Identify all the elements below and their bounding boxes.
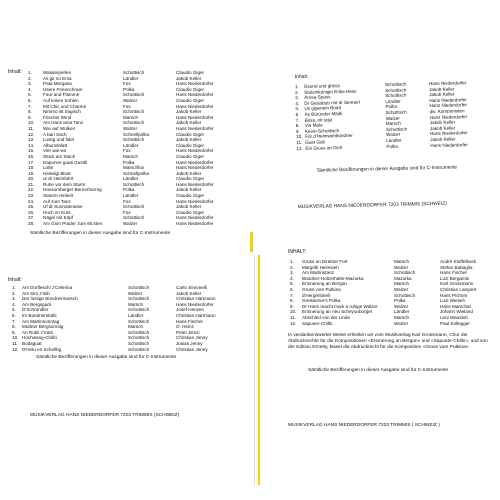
sheet-4-composers-item: Luzi Bergamin [440,275,470,281]
sheet-1-titles-item: Dapunne guati Gusttli [43,159,88,165]
sheet-3-genres-item: Schottisch [128,285,150,290]
sheet-2-heading: Inhalt: [294,73,309,81]
sheet-4-heading: INHALT: [288,249,307,255]
sheet-3-credit: Sämtliche Bezifferungen in dieser Ausgabe sind für C-Instrumente [36,355,177,360]
sheet-4-composers [440,259,500,326]
sheet-2-genres-item: Schottisch [385,109,407,116]
sheet-1-genres-item: Schottisch [123,137,145,143]
sheet-1-composers-item: Hans Niederdorfer [176,165,214,171]
sheet-1-composers-item: Hans Niederdorfer [176,92,214,98]
sheet-1-genres-item: Marsch [123,153,139,159]
sheet-4-numbers-item: 11. [290,314,297,320]
sheet-4-composers-item: Hans Marschal [440,303,471,309]
sheet-3-numbers-item: 4. [12,301,16,307]
sheet-2-genres-item: Polka [386,143,398,149]
sheet-3-titles-item: D'Hirtu en Schellbg [22,346,62,352]
sheet-1-composers-item: Hans Niederdorfer [176,81,214,87]
sheet-4-numbers-item: 10. [290,309,297,315]
sheet-3-numbers-item: 2. [12,290,16,296]
sheet-1-composers-item: Hans Niederdorfer [176,181,214,187]
sheet-4-titles-item: Abschied von der Linde [302,314,351,320]
sheet-3-numbers-item: 6. [12,312,16,318]
sheet-2-numbers-item: 4. [295,100,300,106]
sheet-1-genres-item: Fox [123,81,131,87]
sheet-2-numbers-item: 2. [295,89,300,95]
sheet-1-numbers [28,70,40,227]
sheet-3-composers-item: Christian Hartmann [176,312,216,318]
sheet-3-composers-item: Christian Hartmann [176,296,216,302]
sheet-1-numbers-item: 19. [28,170,35,176]
sheet-1-numbers-item: 16. [28,153,35,159]
sheet-3-genres-item: Marsch [128,301,144,307]
sheet-1-numbers-item: 14. [28,142,35,148]
sheet-3-genres-item: Marsch [128,324,144,330]
sheet-4-genres-item: Marsch [394,281,410,287]
sheet-1-titles-item: Am Gion Prader zum 90.sten [43,221,103,227]
sheet-1-genres-item: Polka [123,187,135,193]
sheet-2-genres-item: Ländler [385,98,401,104]
sheet-4-titles-item: Sapuner-Chilbi [302,320,333,326]
sheet-3-titles-item: An Rubli z'rüüti [22,329,53,335]
sheet-1-numbers-item: 20. [28,176,35,182]
sheet-2-numbers-item: 10. [296,134,303,140]
sheet-4-numbers-item: 8. [290,298,294,304]
sheet-1-genres-item: Fox [123,198,131,204]
sheet-1-numbers-item: 10. [28,120,35,126]
sheet-1-numbers-item: 21. [28,181,35,187]
sheet-3-genres-item: Schottisch [128,307,150,313]
sheet-1-titles-item: Heissigi Blust [43,170,71,176]
sheet-1-numbers-item: 9. [28,114,32,120]
sheet-3-heading: Inhalt: [8,277,22,283]
sheet-3-numbers [12,285,22,352]
sheet-1-titles-item: Am Hans ama Tanz [43,120,83,126]
sheet-1-composers-item: Hans Niederdorfer [176,198,214,204]
sheet-4-numbers-item: 1. [290,259,294,264]
sheet-1-composers-item: Hans Niederdorfer [176,148,214,154]
sheet-1-composers-item: Hans Niederdorfer [176,125,214,131]
sheet-2-composers-item: Hans Niederdorfer [429,97,467,103]
sheet-4-titles-item: d'Hergerloterli [302,292,331,298]
sheet-3-titles-item: Bodaguat [22,340,42,346]
sheet-4-titles-item: Gruss an Direktor Fort [302,259,348,264]
sheet-2-credit: Sämtliche Bezifferungen in dieser Ausgabe sind für C-Instrumente [316,165,458,174]
sheet-1-numbers-item: 2. [28,75,32,81]
sheet-1-numbers-item: 26. [28,209,35,215]
sheet-2-titles-item: Guet Gäll [305,139,325,145]
sheet-2-genres [385,81,429,149]
sheet-1-genres [123,70,173,227]
sheet-3-numbers-item: 12. [12,346,19,352]
sheet-4-titles-item: Erinnerung an Bergün [302,281,347,287]
vertical-divider [254,255,255,485]
sheet-3-titles-item: Am Sim z'Isib [22,290,50,296]
sheet-1-titles-item: Mit Chic und Charme [43,103,87,109]
sheet-2-composers [429,80,496,149]
sheet-4-composers-item: Hans Pichom [440,292,468,298]
sheet-1-credit: Sämtliche Bezifferungen in dieser Ausgabe sind für C-Instrumente [30,231,171,236]
sheet-1-composers-item: Jakob Keller [176,109,202,115]
sheet-1-genres-item: Polka [123,159,135,165]
sheet-1-genres-item: Walzer [123,221,138,227]
sheet-1-composers [176,70,246,227]
sheet-4-genres-item: Walzer [394,303,409,309]
sheet-2-titles-item: Für d'Heimwehbündner [305,133,353,140]
sheet-2-numbers-item: 5. [295,106,300,112]
sheet-1-titles-item: As git no Ema [43,75,72,81]
sheet-3-titles-item: Der lustige Bündnermarsch [22,296,78,302]
sheet-1-numbers-item: 27. [28,215,35,221]
sheet-1-composers-item: Jakob Keller [176,137,202,143]
sheet-2-numbers-item: 8. [295,123,300,129]
yellow-tab [250,232,253,252]
sheet-1-titles-item: A bari Sach [43,131,67,137]
sheet-2-titles-item: As Büründer Mädli [304,111,343,117]
sheet-1-composers-item: Jakob Keller [176,204,202,210]
sheet-3-titles-item: Im Bündnerstübli [22,312,57,318]
sheet-4-genres-item: Walzer [394,264,409,270]
sheet-2-genres-item: Schottisch [385,126,408,132]
sheet-1-titles-item: Auf zum Tanz [43,198,71,204]
sheet-1-titles-item: Auf leisen Sohlen [43,97,79,103]
sheet-1-genres-item: Schottisch [123,215,145,221]
sheet-4-genres-item: Schottisch [394,292,416,298]
sheet-2-genres-item: Ländler [386,137,402,143]
sheet-2-composers-item: Jakob Keller [429,125,456,131]
sheet-1-genres-item: Schottisch [123,181,145,187]
sheet-3-genres-item: Schottisch [128,329,150,335]
sheet-2-publisher: MUSIKVERLAG HANS NIEDERDORFER 7203 TRIMMIS (SCHWEIZ) [297,201,447,211]
sheet-3-genres-item: Ländler [128,312,144,318]
sheet-4-titles-item: Dr Hürni macht mark a ruhige Walzer [302,303,378,309]
sheet-1-titles-item: Hoch im Kurs [43,209,71,215]
sheet-1-titles-item: Uf dr Sunnaterasse [43,204,83,210]
sheet-4-genres-item: Walzer [394,286,409,292]
sheet-4-composers-item: Paul Kollegger [440,320,470,326]
sheet-4-genres-item: Walzer [394,320,409,326]
sheet-2-genres-item: Schottisch [385,92,407,99]
sheet-2-titles-item: Gsund und ghüss [303,83,341,89]
sheet-4-numbers-item: 2. [290,264,294,270]
sheet-2-composers-item: Jakob Keller [429,86,455,92]
sheet-3-composers-item: Carlo Simonelli [176,285,207,290]
sheet-4-composers-item: Karl Grossmann [440,281,474,287]
sheet-2-composers-item: Hans Niederdorfer [428,80,467,87]
sheet-1-titles-item: Albumsblatt [43,142,68,148]
sheet-2-numbers-item: 9. [295,128,300,134]
sheet-2-titles-item: Via Mala [304,122,323,129]
sheet-1-numbers-item: 25. [28,204,35,210]
sheet-3-titles-item: Am Bergsgadi [22,301,51,307]
sheet-3-genres-item: Walzer [128,290,143,296]
sheet-4-numbers-item: 3. [290,270,294,276]
sheet-1-composers-item: Claudio Giger [176,142,205,148]
sheet-4-numbers-item: 9. [290,303,294,309]
sheet-1-numbers-item: 5. [28,92,32,98]
sheet-3-genres-item: Schottisch [128,346,150,352]
sheet-1 [0,0,250,255]
sheet-1-titles-item: Wasserperlen [43,70,72,75]
sheet-1-genres-item: Ländler [123,193,139,199]
sheet-3-numbers-item: 1. [12,285,16,290]
sheet-1-composers-item: Jakob Keller [176,170,202,176]
sheet-1-composers-item: Jakob Keller [176,120,202,126]
sheet-1-composers-item: Claudio Giger [176,70,205,75]
sheet-1-genres-item: Marsch [123,114,139,120]
sheet-1-composers-item: Jakob Keller [176,75,202,81]
sheet-3-numbers-item: 9. [12,329,16,335]
sheet-1-composers-item: Hans Niederdorfer [176,159,214,165]
sheet-1-composers-item: Claudio Giger [176,176,205,182]
sheet-2-titles-item: Stalomkönigin Erika Hess [304,88,357,95]
sheet-4-genres-item: Marsch [394,259,410,264]
sheet-3-composers-item: Jakob Keller [176,290,202,296]
sheet-3-genres [128,285,170,352]
sheet-1-genres-item: Schottisch [123,109,145,115]
sheet-4-composers-item: Johann Wieland [440,309,473,315]
sheet-1-composers-item: Claudio Giger [176,97,205,103]
sheet-1-titles-item: Ruhe vor dem Sturm [43,181,86,187]
sheet-2-titles-item: Kevin-Schottisch [304,127,340,134]
sheet-4-genres-item: Polka [394,298,406,304]
sheet-4-composers-item: Stefan Battaglia [440,264,473,270]
sheet-1-genres-item: Fox [123,209,131,215]
sheet-4-numbers [290,259,300,326]
sheet-4-titles-item: Am Martinstanz [302,270,334,276]
sheet-4-genres-item: Mazurka [394,275,412,281]
sheet-1-numbers-item: 28. [28,221,35,227]
sheet-2-composers-item: Jakob Keller [429,119,456,126]
sheet-2-genres-item: Marsch [385,120,401,127]
sheet-3-numbers-item: 10. [12,335,19,341]
sheet-2-genres-item: Walzer [386,132,401,138]
sheet-1-numbers-item: 17. [28,159,35,165]
sheet-1-titles-item: Wie auf Wolken [43,125,76,131]
sheet-1-genres-item: Schottisch [123,70,145,75]
sheet-4-genres-item: Ländler [394,309,410,315]
sheet-3-genres-item: Schottisch [128,340,150,346]
sheet-1-composers-item: Hans Niederdorfer [176,215,214,221]
sheet-1-titles-item: Nimmo ist tragisch [43,109,81,115]
sheet-4-titles-item: Margritli Heimweh [302,264,339,270]
sheet-1-titles-item: Four und Flamme [43,92,80,98]
sheet-1-genres-item: Marschfox [123,165,145,171]
sheet-1-genres-item: Fox [123,103,131,109]
sheet-2-composers-item: Hans Niederdorfer [429,113,468,120]
sheet-4-composers-item: Leni Waustoh [440,314,468,320]
sheet-3-composers-item: Josef Henzen [176,307,205,313]
sheet-4 [258,249,500,500]
sheet-2-composers-item: Jakob Keller [429,91,455,98]
sheet-1-titles-item: Nägel mit Köpf [43,215,74,221]
yellow-stripe [258,255,260,485]
sheet-4-titles [302,259,390,326]
sheet-1-genres-item: Schottisch [123,120,145,126]
sheet-2-titles-item: Dr Geissbub mit dr Sennerl [304,99,360,106]
sheet-4-composers-item: Christian Lampert [440,286,477,292]
sheet-1-numbers-item: 18. [28,165,35,171]
sheet-1-genres-item: Schottisch [123,92,145,98]
sheet-1-composers-item: Claudio Giger [176,86,205,92]
sheet-1-composers-item: Hans Niederdorfer [176,114,214,120]
sheet-1-titles-item: Lustig und fidel [43,137,74,143]
sheet-1-numbers-item: 22. [28,187,35,193]
sheet-4-titles-item: Gruss vom Putkina [302,286,341,292]
sheet-3-numbers-item: 11. [12,340,19,346]
sheet-4-composers-item: André Stoffelback [440,259,477,264]
sheet-3-titles-item: D'Schründler [22,307,49,313]
sheet-2-numbers-item: 11. [296,139,303,146]
sheet-1-composers-item: Claudio Giger [176,131,205,137]
sheet-3-genres-item: Schottisch [128,318,150,324]
sheet-1-genres-item: Walzer [123,125,138,131]
sheet-3-numbers-item: 7. [12,318,16,324]
sheet-1-titles-item: Vier wie wir [43,148,67,154]
sheet-1-titles-item: Hansomberger Bernerhorrng [43,187,102,193]
sheet-3-composers-item: Christian Jenny [176,335,208,341]
sheet-1-numbers-item: 4. [28,86,32,92]
sheet-1-numbers-item: 23. [28,193,35,199]
sheet-4-numbers-item: 6. [290,286,294,292]
sheet-4-numbers-item: 12. [290,320,297,326]
sheet-1-genres-item: Schnellpolka [123,131,150,137]
sheet-2-numbers-item: 6. [295,111,300,118]
sheet-2 [255,0,500,245]
sheet-1-genres-item: Fox [123,148,131,154]
sheet-3-composers-item: Hans Fischer [176,318,204,324]
sheet-2-titles-item: Böss, nit sojä [304,116,333,123]
sheet-2-titles-item: Arosa-Spass [304,94,331,101]
sheet-3-composers-item: Peter Zenzi [176,329,200,335]
sheet-1-titles-item: Pata Morgana [43,81,72,87]
sheet-3-composers-item: Hans Niederdorfer [176,301,214,307]
sheet-2-genres-item: Walzer [385,115,400,121]
sheet-2-composers-item: Hans Niederdorfer [430,130,468,137]
sheet-2-numbers-item: 7. [295,117,300,123]
sheet-4-titles-item: Erinnerung an neu Scheyunborget [302,309,372,315]
sheet-1-numbers-item: 7. [28,103,32,109]
sheet-2-genres-item: Schottisch [385,87,407,93]
sheet-3-titles-item: Am Dorfleschi z'Celerina [22,285,73,290]
sheet-1-composers-item: Claudio Giger [176,153,205,159]
sheet-3-composers-item: O. Heinz [176,324,194,330]
sheet-2-numbers-item: 3. [295,95,300,101]
sheet-1-composers-item: Claudio Giger [176,209,205,215]
sheet-3-titles [22,285,112,352]
sheet-1-titles-item: Frischer Wind [43,114,72,120]
sheet-1-numbers-item: 15. [28,148,35,154]
sheet-1-genres-item: Ländler [123,75,139,81]
sheet-4-numbers-item: 5. [290,281,294,287]
sheet-3-composers [176,285,246,352]
sheet-4-genres [394,259,434,326]
sheet-1-numbers-item: 3. [28,81,32,87]
sheet-3-publisher: MUSIKVERLAG HANS NIEDERDORFER 7203 TRIMMIS (SCHWEIZ) [30,413,180,418]
sheet-1-titles-item: Lotte [43,165,54,171]
sheet-3-numbers-item: 8. [12,324,16,330]
sheet-1-composers-item: Hans Niederdorfer [176,221,214,227]
sheet-2-composers-item: div. Komponisten [429,108,465,115]
sheet-1-titles [43,70,113,227]
sheet-4-numbers-item: 7. [290,292,294,298]
sheet-2-titles-item: Ein Gruss an Dich [305,144,343,151]
sheet-1-titles-item: Staurm Hinkeit [43,193,74,199]
sheet-2-composers-item: Hans Niederdorfer [430,141,468,148]
sheet-4-titles-item: Bündner-Holzerhütte-Mazurka [302,275,364,281]
sheet-4-credit-2: Sämtliche Bezifferungen in dieser Ausgabe sind für C-Instrumente [308,368,449,373]
sheet-4-genres-item: Schottisch [394,270,416,276]
sheet-3-numbers-item: 3. [12,296,16,302]
sheet-3-genres-item: Schottisch [128,335,150,341]
sheet-1-numbers-item: 12. [28,131,35,137]
sheet-1-composers-item: Hans Niederdorfer [176,103,214,109]
sheet-2-titles [304,82,376,151]
sheet-1-heading: Inhalt: [8,69,22,75]
sheet-1-genres-item: Polka [123,86,135,92]
sheet-3-numbers-item: 5. [12,307,16,313]
sheet-3-genres-item: Schottisch [128,296,150,302]
sheet-4-titles-item: Greissener's Polka [302,298,341,304]
sheet-2-genres-item: Schottisch [384,81,407,88]
sheet-1-composers-item: Jakob Keller [176,187,202,193]
sheet-2-composers-item: Hans Niederdorfer [429,102,468,109]
sheet-1-numbers-item: 13. [28,137,35,143]
sheet-4-credit: In verdankenswerter Weise erhielten wir vom Musikverlag Karl Grossmann, Chur die Abdruckrechte für die Kompositionen «Erinnerung an Bergün» und «Sapuner-Chilbi», und von der Edition Ernetty, Basel die Abdruckrecht für die Komposition «Gruss vom Putkina». [288,333,488,350]
sheet-2-genres-item: Polka [385,104,398,110]
sheet-4-publisher: MUSIKVERLAG HANS NIEDERDORFER 7203 TRIMMIS ( SCHWEIZ ) [288,423,440,428]
sheet-4-composers-item: Luzi Wieseh [440,298,466,304]
sheet-3 [0,255,250,500]
sheet-1-genres-item: Schottisch [123,204,145,210]
sheet-1-titles-item: Stück am Stück [43,153,75,159]
sheet-3-composers-item: Josias Jenny [176,340,203,346]
sheet-1-numbers-item: 1. [28,70,32,75]
sheet-1-titles-item: Usere Ferienchraer [43,86,83,92]
sheet-2-numbers-item: 1. [294,84,299,90]
sheet-3-titles-item: Muttner Bergsunntig [22,324,64,330]
sheet-1-genres-item: Ländler [123,176,139,182]
sheet-1-composers-item: Claudio Giger [176,193,205,199]
sheet-1-numbers-item: 8. [28,109,32,115]
sheet-3-titles-item: Hochwang-Chilbi [22,335,57,341]
sheet-4-composers-item: Hans Fischer [440,270,468,276]
sheet-1-numbers-item: 24. [28,198,35,204]
sheet-1-numbers-item: 11. [28,125,35,131]
sheet-2-titles-item: Us gigenem Bodä [304,105,342,112]
sheet-1-titles-item: ut dr Heimfahrt [43,176,74,182]
sheet-4-numbers-item: 4. [290,275,294,281]
sheet-4-genres-item: Marsch [394,314,410,320]
sheet-1-genres-item: Ländler [123,142,139,148]
sheet-2-numbers-item: 12. [296,145,303,151]
sheet-1-genres-item: Schnellpolka [123,170,150,176]
sheet-3-composers-item: Christian Jenny [176,346,208,352]
sheet-1-numbers-item: 6. [28,97,32,103]
sheet-3-titles-item: Am Martinsonntag [22,318,60,324]
sheet-1-genres-item: Walzer [123,97,138,103]
sheet-2-composers-item: Jakob Keller [430,136,456,142]
